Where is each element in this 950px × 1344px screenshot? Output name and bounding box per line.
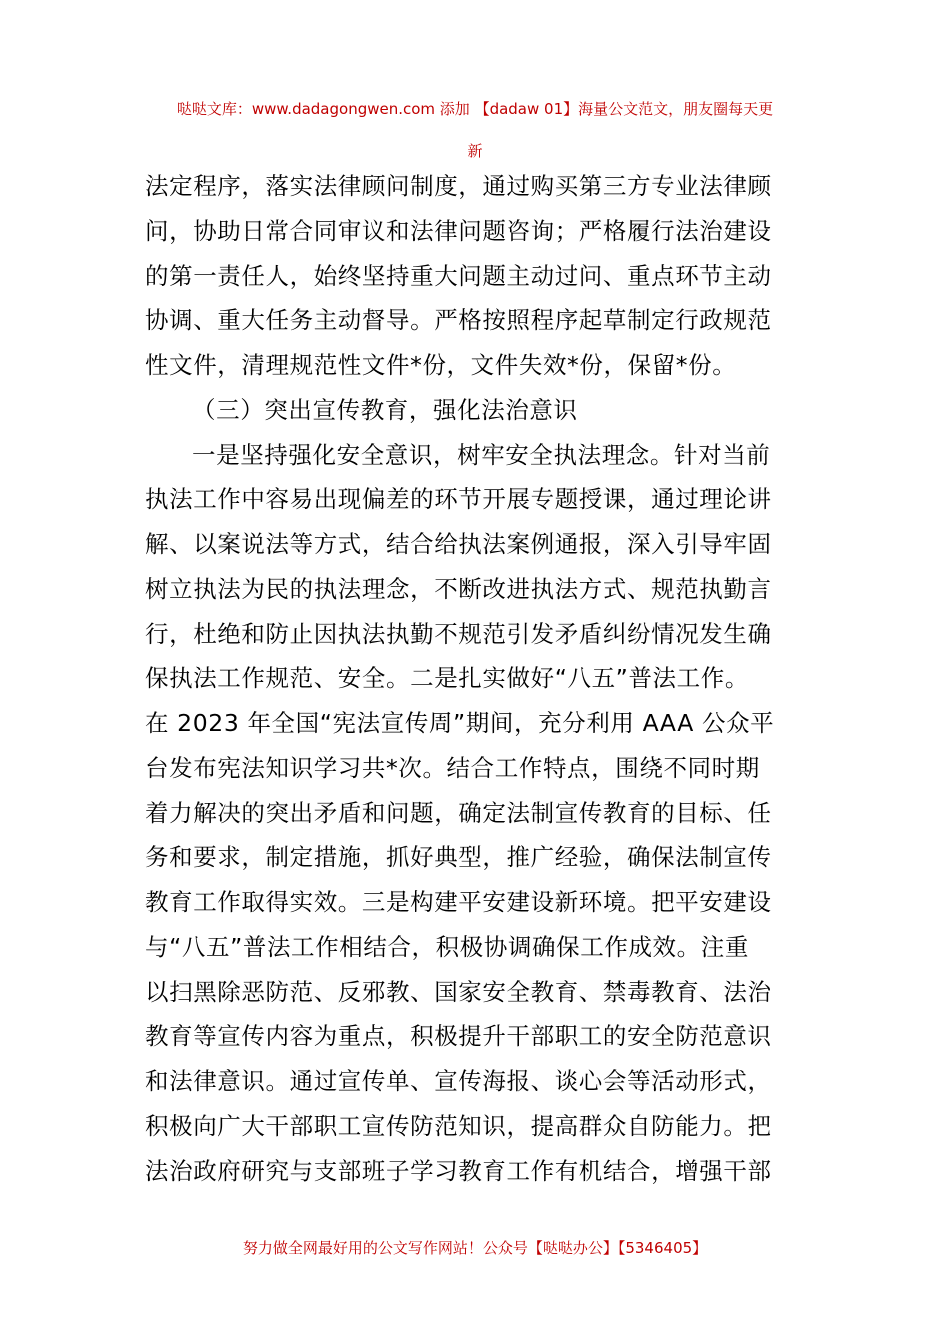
header-banner	[150, 88, 800, 172]
body-line: 教育工作取得实效。三是构建平安建设新环境。把平安建设	[145, 888, 772, 916]
body-text	[145, 164, 810, 1193]
body-line: 积极向广大干部职工宣传防范知识，提高群众自防能力。把	[145, 1111, 772, 1140]
body-line: 保执法工作规范、安全。二是扎实做好“八五”普法工作。	[145, 664, 749, 693]
body-line: 着力解决的突出矛盾和问题，确定法制宣传教育的目标、任	[145, 798, 772, 827]
body-line: 解、以案说法等方式，结合给执法案例通报，深入引导牢固	[145, 530, 772, 558]
body-line: 务和要求，制定措施，抓好典型，推广经验，确保法制宣传	[145, 843, 772, 872]
body-line: 问，协助日常合同审议和法律问题咨询；严格履行法治建设	[145, 216, 772, 245]
body-line: 与“八五”普法工作相结合，积极协调确保工作成效。注重	[145, 932, 749, 961]
body-line: 法定程序，落实法律顾问制度，通过购买第三方专业法律顾	[145, 172, 772, 200]
header-banner-line-2: 新	[467, 142, 483, 160]
body-line: 性文件，清理规范性文件*份，文件失效*份，保留*份。	[145, 351, 737, 379]
body-line: 台发布宪法知识学习共*次。结合工作特点，围绕不同时期	[145, 753, 760, 782]
body-line: 执法工作中容易出现偏差的环节开展专题授课，通过理论讲	[145, 485, 772, 514]
section-heading: （三）突出宣传教育，强化法治意识	[192, 395, 578, 424]
paragraph-start-line: 一是坚持强化安全意识，树牢安全执法理念。针对当前	[192, 440, 771, 469]
header-banner-line-1: 哒哒文库：www.dadagongwen.com 添加 【dadaw 01】海量公文范文，朋友圈每天更	[176, 100, 774, 118]
body-line: 协调、重大任务主动督导。严格按照程序起草制定行政规范	[145, 306, 772, 335]
body-line: 行，杜绝和防止因执法执勤不规范引发矛盾纠纷情况发生确	[145, 619, 772, 648]
body-line: 在 2023 年全国“宪法宣传周”期间，充分利用 AAA 公众平	[145, 709, 775, 737]
footer-banner: 努力做全网最好用的公文写作网站！公众号【哒哒办公】【5346405】	[242, 1239, 708, 1257]
body-line: 的第一责任人，始终坚持重大问题主动过问、重点环节主动	[145, 261, 772, 290]
body-line: 教育等宣传内容为重点，积极提升干部职工的安全防范意识	[145, 1022, 772, 1051]
body-line: 以扫黑除恶防范、反邪教、国家安全教育、禁毒教育、法治	[145, 977, 772, 1006]
body-line: 和法律意识。通过宣传单、宣传海报、谈心会等活动形式，	[145, 1067, 772, 1095]
body-line: 树立执法为民的执法理念，不断改进执法方式、规范执勤言	[145, 574, 772, 603]
body-line: 法治政府研究与支部班子学习教育工作有机结合，增强干部	[145, 1156, 772, 1185]
